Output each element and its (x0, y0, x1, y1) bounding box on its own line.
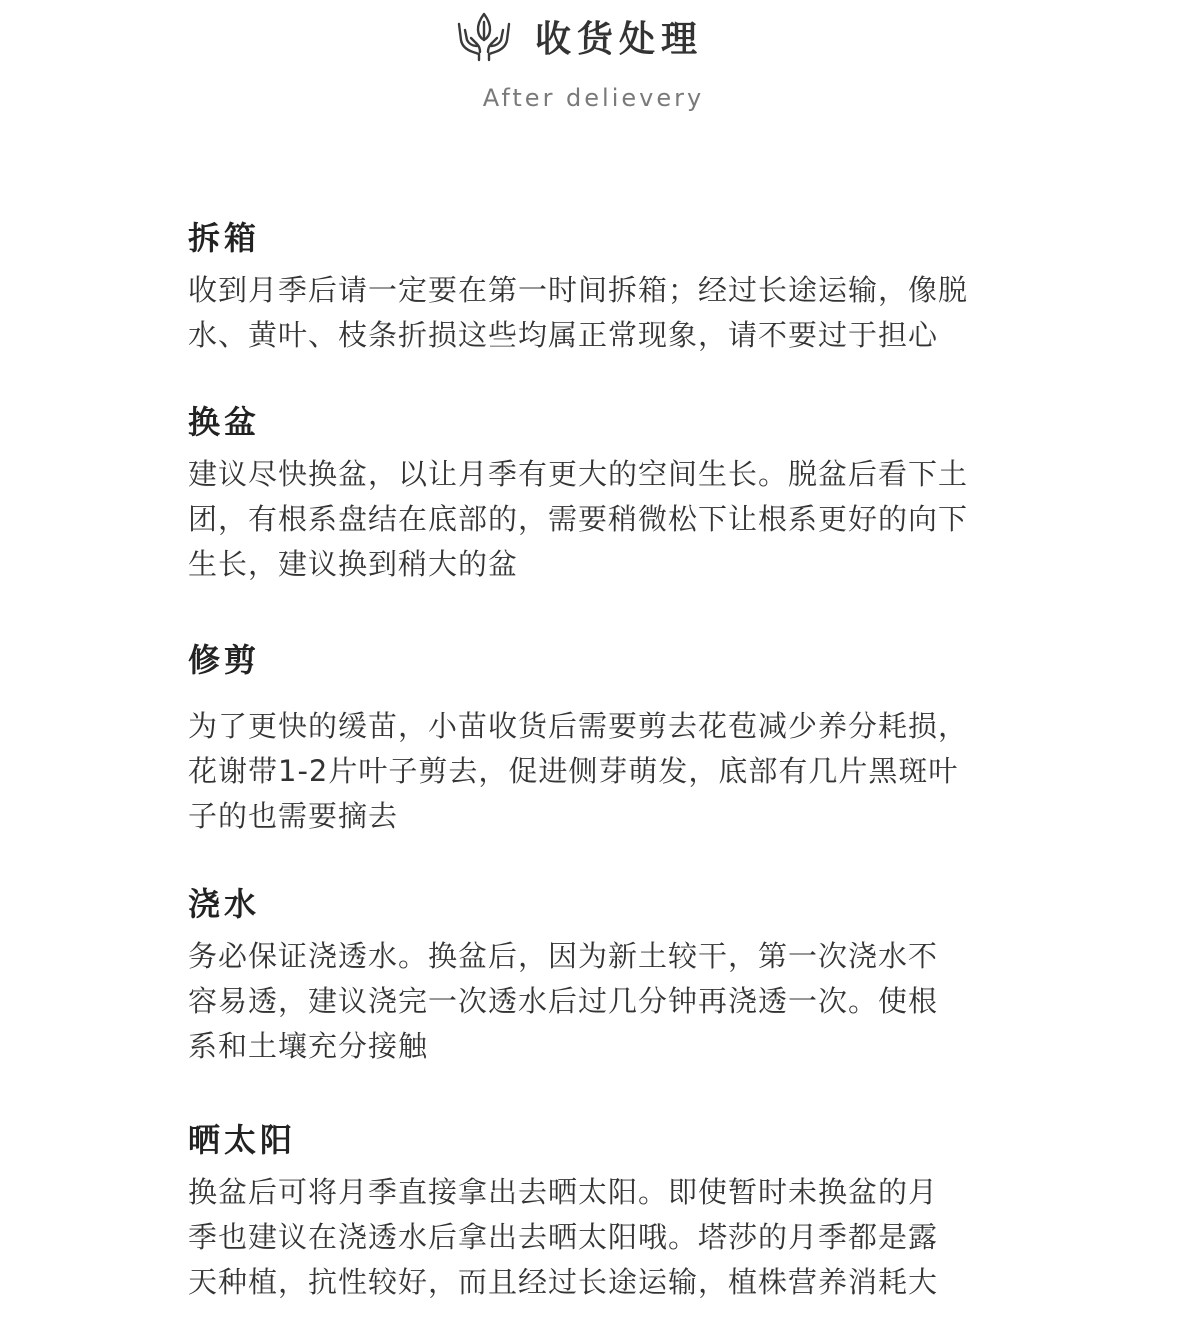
header-title-row (455, 8, 703, 64)
body-line: 花谢带1-2片叶子剪去，促进侧芽萌发，底部有几片黑斑叶 (188, 754, 959, 788)
body-line: 子的也需要摘去 (188, 799, 399, 833)
page-header (0, 0, 1179, 140)
body-line: 水、黄叶、枝条折损这些均属正常现象，请不要过于担心 (188, 318, 939, 352)
page-subtitle: After delievery (482, 84, 705, 112)
section-body (188, 1170, 1048, 1305)
section-body (188, 268, 1048, 358)
body-line: 建议尽快换盆，以让月季有更大的空间生长。脱盆后看下土 (188, 457, 969, 491)
section-unboxing (188, 218, 1048, 358)
section-heading: 换盆 (188, 403, 261, 441)
body-line: 团，有根系盘结在底部的，需要稍微松下让根系更好的向下 (188, 502, 969, 536)
section-repotting (188, 402, 1048, 587)
section-heading: 拆箱 (188, 219, 261, 257)
section-heading: 浇水 (188, 885, 261, 923)
section-pruning (188, 640, 1048, 839)
section-body (188, 452, 1048, 587)
section-body (188, 704, 1048, 839)
body-line: 务必保证浇透水。换盆后，因为新土较干，第一次浇水不 (188, 939, 939, 973)
body-line: 系和土壤充分接触 (188, 1029, 429, 1063)
page-title: 收货处理 (535, 18, 704, 60)
section-heading: 晒太阳 (188, 1121, 297, 1159)
body-line: 季也建议在浇透水后拿出去晒太阳哦。塔莎的月季都是露 (188, 1220, 939, 1254)
section-watering (188, 884, 1048, 1069)
body-line: 换盆后可将月季直接拿出去晒太阳。即使暂时未换盆的月 (188, 1175, 939, 1209)
body-line: 容易透，建议浇完一次透水后过几分钟再浇透一次。使根 (188, 984, 939, 1018)
body-line: 生长，建议换到稍大的盆 (188, 547, 519, 581)
section-body (188, 934, 1048, 1069)
body-line: 天种植，抗性较好，而且经过长途运输，植株营养消耗大 (188, 1265, 939, 1299)
body-line: 收到月季后请一定要在第一时间拆箱；经过长途运输，像脱 (188, 273, 969, 307)
body-line: 为了更快的缓苗，小苗收货后需要剪去花苞减少养分耗损， (188, 709, 969, 743)
section-heading: 修剪 (188, 641, 261, 679)
section-sunlight (188, 1120, 1048, 1305)
hands-holding-leaf-icon (455, 10, 513, 62)
